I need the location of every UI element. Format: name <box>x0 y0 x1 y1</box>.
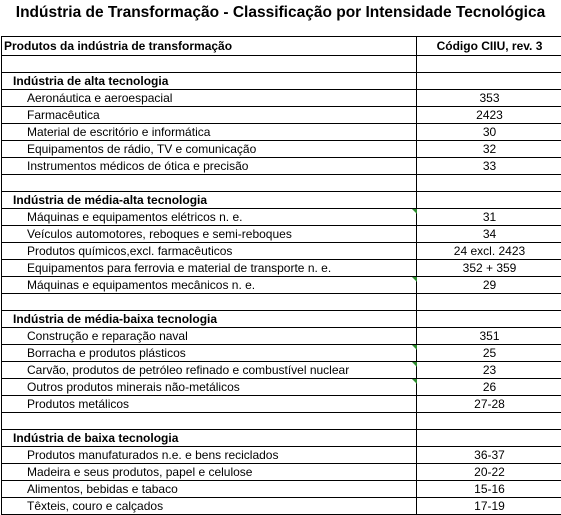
category-row <box>2 73 561 90</box>
code-cell[interactable]: 353 <box>417 90 561 107</box>
table-row <box>2 396 561 413</box>
empty-cell[interactable] <box>2 413 417 430</box>
product-cell[interactable]: Outros produtos minerais não-metálicos <box>2 379 417 396</box>
product-cell[interactable]: Material de escritório e informática <box>2 124 417 141</box>
category-label[interactable]: Indústria de média-alta tecnologia <box>2 192 417 209</box>
sheet-title: Indústria de Transformação - Classificação por Intensidade Tecnológica <box>15 4 546 21</box>
product-cell[interactable]: Aeronáutica e aeroespacial <box>2 90 417 107</box>
table-row <box>2 345 561 362</box>
table-row <box>2 498 561 515</box>
product-cell[interactable]: Equipamentos para ferrovia e material de transporte n. e. <box>2 260 417 277</box>
table-row <box>2 362 561 379</box>
code-cell[interactable]: 2423 <box>417 107 561 124</box>
category-label[interactable]: Indústria de média-baixa tecnologia <box>2 311 417 328</box>
comment-indicator-icon[interactable] <box>412 345 417 350</box>
table-row <box>2 226 561 243</box>
code-cell[interactable]: 352 + 359 <box>417 260 561 277</box>
empty-cell[interactable] <box>417 294 561 311</box>
code-cell[interactable]: 31 <box>417 209 561 226</box>
comment-indicator-icon[interactable] <box>412 379 417 384</box>
product-cell[interactable]: Produtos metálicos <box>2 396 417 413</box>
empty-cell[interactable] <box>417 430 561 447</box>
table-row <box>2 158 561 175</box>
code-cell[interactable]: 351 <box>417 328 561 345</box>
table-body <box>2 37 561 515</box>
comment-indicator-icon[interactable] <box>412 209 417 214</box>
table-row <box>2 464 561 481</box>
table-row <box>2 243 561 260</box>
product-cell[interactable]: Máquinas e equipamentos mecânicos n. e. <box>2 277 417 294</box>
empty-cell[interactable] <box>417 73 561 90</box>
code-cell[interactable]: 27-28 <box>417 396 561 413</box>
column-header-code[interactable]: Código CIIU, rev. 3 <box>417 37 561 56</box>
classification-table <box>1 36 561 515</box>
table-row <box>2 328 561 345</box>
product-cell[interactable]: Instrumentos médicos de ótica e precisão <box>2 158 417 175</box>
table-row <box>2 260 561 277</box>
product-cell[interactable]: Equipamentos de rádio, TV e comunicação <box>2 141 417 158</box>
blank-row <box>2 175 561 192</box>
empty-cell[interactable] <box>417 413 561 430</box>
table-row <box>2 379 561 396</box>
category-label[interactable]: Indústria de baixa tecnologia <box>2 430 417 447</box>
category-row <box>2 311 561 328</box>
category-row <box>2 430 561 447</box>
code-cell[interactable]: 26 <box>417 379 561 396</box>
code-cell[interactable]: 23 <box>417 362 561 379</box>
product-cell[interactable]: Produtos manufaturados n.e. e bens reciclados <box>2 447 417 464</box>
code-cell[interactable]: 17-19 <box>417 498 561 515</box>
blank-row <box>2 413 561 430</box>
comment-indicator-icon[interactable] <box>412 362 417 367</box>
empty-cell[interactable] <box>417 56 561 73</box>
code-cell[interactable]: 34 <box>417 226 561 243</box>
category-row <box>2 192 561 209</box>
code-cell[interactable]: 32 <box>417 141 561 158</box>
product-cell[interactable]: Máquinas e equipamentos elétricos n. e. <box>2 209 417 226</box>
product-cell[interactable]: Borracha e produtos plásticos <box>2 345 417 362</box>
code-cell[interactable]: 29 <box>417 277 561 294</box>
table-row <box>2 447 561 464</box>
product-cell[interactable]: Madeira e seus produtos, papel e celulose <box>2 464 417 481</box>
table-row <box>2 90 561 107</box>
table-row <box>2 107 561 124</box>
empty-cell[interactable] <box>2 56 417 73</box>
code-cell[interactable]: 36-37 <box>417 447 561 464</box>
code-cell[interactable]: 25 <box>417 345 561 362</box>
comment-indicator-icon[interactable] <box>412 277 417 282</box>
product-cell[interactable]: Veículos automotores, reboques e semi-reboques <box>2 226 417 243</box>
product-cell[interactable]: Alimentos, bebidas e tabaco <box>2 481 417 498</box>
code-cell[interactable]: 24 excl. 2423 <box>417 243 561 260</box>
empty-cell[interactable] <box>417 192 561 209</box>
table-row <box>2 141 561 158</box>
table-row <box>2 124 561 141</box>
code-cell[interactable]: 15-16 <box>417 481 561 498</box>
code-cell[interactable]: 30 <box>417 124 561 141</box>
product-cell[interactable]: Construção e reparação naval <box>2 328 417 345</box>
column-header-products[interactable]: Produtos da indústria de transformação <box>2 37 417 56</box>
code-cell[interactable]: 33 <box>417 158 561 175</box>
empty-cell[interactable] <box>417 175 561 192</box>
product-cell[interactable]: Carvão, produtos de petróleo refinado e combustível nuclear <box>2 362 417 379</box>
empty-cell[interactable] <box>2 294 417 311</box>
empty-cell[interactable] <box>2 175 417 192</box>
product-cell[interactable]: Têxteis, couro e calçados <box>2 498 417 515</box>
category-label[interactable]: Indústria de alta tecnologia <box>2 73 417 90</box>
product-cell[interactable]: Produtos químicos,excl. farmacêuticos <box>2 243 417 260</box>
blank-row <box>2 294 561 311</box>
header-row <box>2 37 561 56</box>
code-cell[interactable]: 20-22 <box>417 464 561 481</box>
blank-row <box>2 56 561 73</box>
product-cell[interactable]: Farmacêutica <box>2 107 417 124</box>
table-row <box>2 277 561 294</box>
table-row <box>2 209 561 226</box>
table-row <box>2 481 561 498</box>
empty-cell[interactable] <box>417 311 561 328</box>
